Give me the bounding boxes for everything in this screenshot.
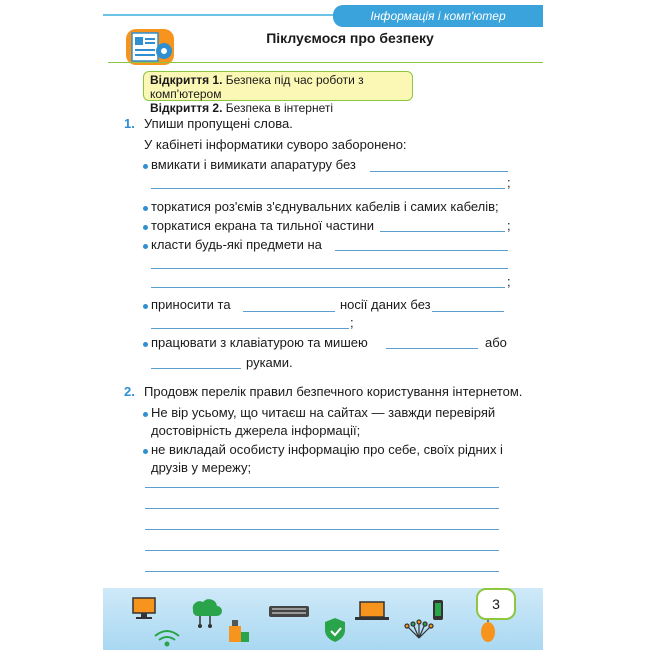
rule-6-text-a: працювати з клавіатурою та мишею bbox=[151, 335, 368, 350]
bullet-icon bbox=[143, 304, 148, 309]
title-divider bbox=[108, 62, 543, 63]
bullet-icon bbox=[143, 342, 148, 347]
rule-2-2-line-2: друзів у мережу; bbox=[151, 460, 252, 475]
rule-2-1-line-2: достовірність джерела інформації; bbox=[151, 423, 361, 438]
answer-line-4a[interactable] bbox=[335, 250, 508, 251]
answer-line-1a[interactable] bbox=[370, 171, 508, 172]
answer-line-6b[interactable] bbox=[151, 368, 241, 369]
phone-icon bbox=[433, 600, 443, 620]
rule-3-text: торкатися екрана та тильної частини bbox=[151, 218, 374, 233]
answer-line-t2-3[interactable] bbox=[145, 529, 499, 530]
page-number: 3 bbox=[476, 588, 516, 620]
laptop-icon bbox=[355, 602, 389, 620]
answer-line-5a[interactable] bbox=[243, 311, 335, 312]
answer-line-6a[interactable] bbox=[386, 348, 478, 349]
task-1-intro: У кабінеті інформатики суворо заборонено: bbox=[144, 137, 407, 152]
semicolon: ; bbox=[350, 315, 354, 330]
rule-2-text: торкатися роз'ємів з'єднувальних кабелів і самих кабелів; bbox=[151, 199, 499, 214]
goal-1-label: Відкриття 1. bbox=[150, 73, 223, 87]
bullet-icon bbox=[143, 244, 148, 249]
cloud-network-icon bbox=[193, 599, 222, 628]
rule-6-text-c: руками. bbox=[246, 355, 293, 370]
rule-5-text-b: носії даних без bbox=[340, 297, 431, 312]
network-nodes-icon bbox=[405, 620, 433, 638]
task-2-title: Продовж перелік правил безпечного користування інтернетом. bbox=[144, 384, 523, 399]
goals-box bbox=[143, 71, 413, 115]
rule-4-text: класти будь-які предмети на bbox=[151, 237, 322, 252]
bullet-icon bbox=[143, 206, 148, 211]
task-1-number: 1. bbox=[124, 116, 135, 131]
answer-line-1b[interactable] bbox=[151, 188, 505, 189]
rule-2-1-line-1: Не вір усьому, що читаєш на сайтах — завжди перевіряй bbox=[151, 405, 496, 420]
semicolon: ; bbox=[507, 274, 511, 289]
shield-icon bbox=[325, 618, 345, 642]
monitor-icon bbox=[133, 598, 155, 619]
bullet-icon bbox=[143, 412, 148, 417]
answer-line-5b[interactable] bbox=[432, 311, 504, 312]
goal-2-label: Відкриття 2. bbox=[150, 101, 223, 115]
answer-line-t2-2[interactable] bbox=[145, 508, 499, 509]
keyboard-icon bbox=[269, 606, 309, 617]
answer-line-t2-4[interactable] bbox=[145, 550, 499, 551]
page-title: Піклуємося про безпеку bbox=[266, 30, 434, 46]
section-tab: Інформація і комп'ютер bbox=[333, 5, 543, 27]
answer-line-4b[interactable] bbox=[151, 268, 508, 269]
semicolon: ; bbox=[507, 218, 511, 233]
wifi-icon bbox=[155, 631, 179, 646]
answer-line-t2-5[interactable] bbox=[145, 571, 499, 572]
task-2-number: 2. bbox=[124, 384, 135, 399]
rule-1-text: вмикати і вимикати апаратуру без bbox=[151, 157, 356, 172]
rule-5-text-a: приносити та bbox=[151, 297, 231, 312]
bullet-icon bbox=[143, 164, 148, 169]
rule-6-text-b: або bbox=[485, 335, 507, 350]
rule-2-2-line-1: не викладай особисту інформацію про себе, своїх рідних і bbox=[151, 442, 503, 457]
answer-line-4c[interactable] bbox=[151, 287, 505, 288]
semicolon: ; bbox=[507, 175, 511, 190]
answer-line-5c[interactable] bbox=[151, 328, 349, 329]
goal-2-text: Безпека в інтернеті bbox=[222, 101, 334, 115]
bullet-icon bbox=[143, 449, 148, 454]
answer-line-t2-1[interactable] bbox=[145, 487, 499, 488]
usb-drive-icon bbox=[229, 620, 249, 642]
goal-1-text: Безпека під час роботи з комп'ютером bbox=[150, 73, 364, 101]
answer-line-3[interactable] bbox=[380, 231, 505, 232]
bullet-icon bbox=[143, 225, 148, 230]
task-1-title: Упиши пропущені слова. bbox=[144, 116, 293, 131]
